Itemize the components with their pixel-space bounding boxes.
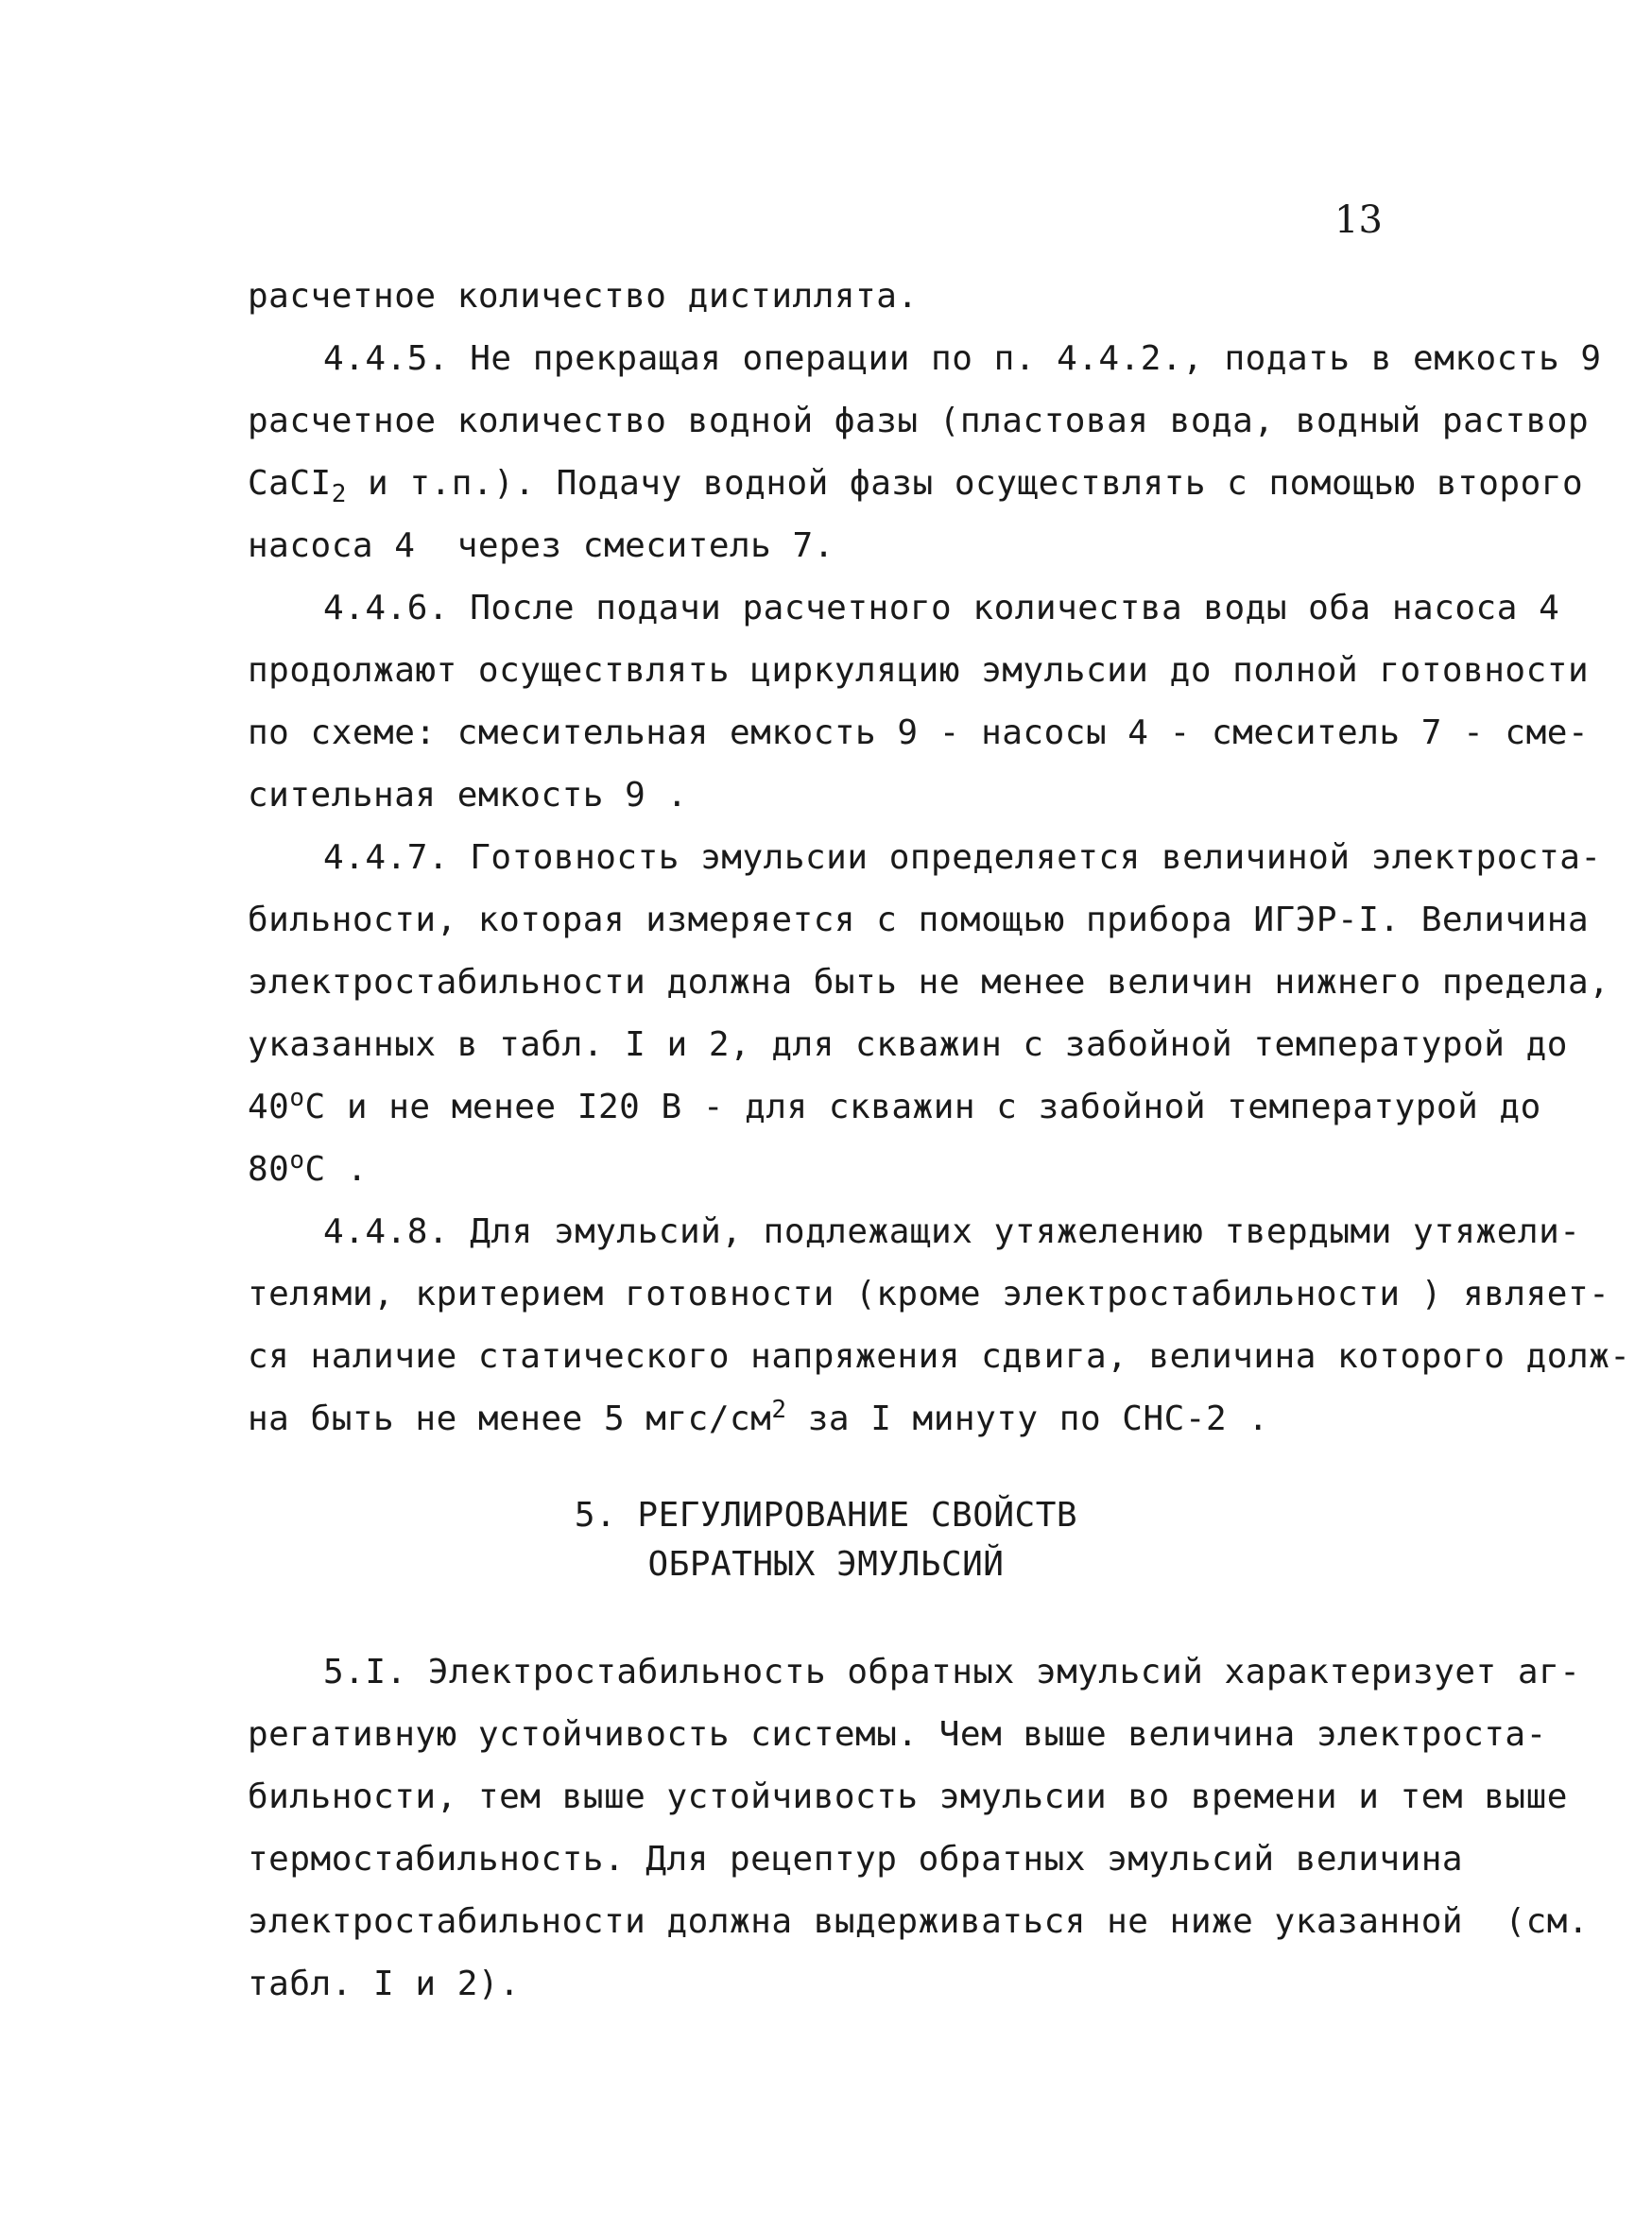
section-heading-line1: 5. РЕГУЛИРОВАНИЕ СВОЙСТВ xyxy=(574,1496,1078,1535)
text-line: 4.4.7. Готовность эмульсии определяется величиной электроста- xyxy=(323,838,1602,877)
text-span: 40 xyxy=(248,1088,290,1126)
text-line: табл. I и 2). xyxy=(248,1965,521,2003)
text-line: 4.4.8. Для эмульсий, подлежащих утяжелению твердыми утяжели- xyxy=(323,1212,1581,1251)
text-line: насоса 4 через смеситель 7. xyxy=(248,526,835,565)
text-span: и т.п.). Подачу водной фазы осуществлять с помощью второго xyxy=(346,464,1584,503)
text-line: телями, критерием готовности (кроме электростабильности ) являет- xyxy=(248,1275,1610,1313)
text-line: электростабильности должна быть не менее величин нижнего предела, xyxy=(248,963,1610,1002)
text-line: 5.I. Электростабильность обратных эмульсий характеризует аг- xyxy=(323,1653,1581,1691)
text-line: 4.4.6. После подачи расчетного количества воды оба насоса 4 xyxy=(323,589,1560,627)
text-span: 80 xyxy=(248,1150,290,1189)
text-line: продолжают осуществлять циркуляцию эмульсии до полной готовности xyxy=(248,651,1590,690)
text-line: электростабильности должна выдерживаться не ниже указанной (см. xyxy=(248,1902,1590,1941)
text-line: по схеме: смесительная емкость 9 - насосы 4 - смеситель 7 - сме- xyxy=(248,713,1590,752)
text-span: на быть не менее 5 мгс/см xyxy=(248,1399,772,1438)
text-line: регативную устойчивость системы. Чем выше величина электроста- xyxy=(248,1715,1547,1754)
page-number: 13 xyxy=(1334,198,1383,242)
text-line: расчетное количество водной фазы (пластовая вода, водный раствор xyxy=(248,402,1590,440)
text-line: указанных в табл. I и 2, для скважин с забойной температурой до xyxy=(248,1025,1568,1064)
text-span: CaCI xyxy=(248,464,332,503)
section-heading-line2: ОБРАТНЫХ ЭМУЛЬСИЙ xyxy=(647,1545,1005,1584)
text-line: 4.4.5. Не прекращая операции по п. 4.4.2., подать в емкость 9 xyxy=(323,339,1602,378)
text-line: сительная емкость 9 . xyxy=(248,776,688,815)
text-span: С . xyxy=(304,1150,369,1189)
text-line xyxy=(248,1146,369,1189)
text-line: ся наличие статического напряжения сдвига, величина которого долж- xyxy=(248,1337,1631,1376)
subscript: 2 xyxy=(331,480,347,509)
superscript: о xyxy=(289,1146,305,1175)
superscript: о xyxy=(289,1084,305,1112)
text-line: термостабильность. Для рецептур обратных эмульсий величина xyxy=(248,1840,1464,1879)
text-line xyxy=(248,1084,1541,1126)
text-line: бильности, тем выше устойчивость эмульсии во времени и тем выше xyxy=(248,1777,1568,1816)
superscript: 2 xyxy=(771,1396,787,1424)
text-line xyxy=(248,464,1584,509)
text-span: за I минуту по СНС-2 . xyxy=(786,1399,1269,1438)
text-line: расчетное количество дистиллята. xyxy=(248,277,919,316)
text-span: С и не менее I20 В - для скважин с забойной температурой до xyxy=(304,1088,1541,1126)
text-line xyxy=(248,1396,1269,1438)
text-line: бильности, которая измеряется с помощью прибора ИГЭР-I. Величина xyxy=(248,901,1590,939)
